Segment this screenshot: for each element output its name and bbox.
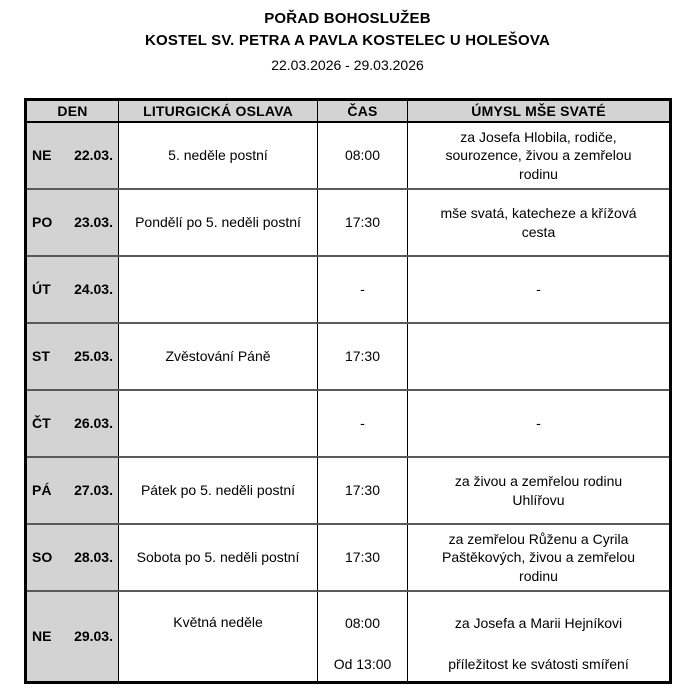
time-stack bbox=[318, 593, 407, 680]
day-date: 29.03. bbox=[74, 628, 113, 645]
day-abbr: PÁ bbox=[32, 482, 52, 499]
intention-cell: za Josefa Hlobila, rodiče, sourozence, živou a zemřelou rodinu bbox=[408, 122, 671, 189]
day-abbr: ÚT bbox=[32, 281, 51, 298]
day-abbr: NE bbox=[32, 628, 52, 645]
date-range: 22.03.2026 - 29.03.2026 bbox=[271, 57, 424, 73]
day-cell bbox=[26, 189, 119, 256]
day-date: 22.03. bbox=[74, 147, 113, 164]
page-header bbox=[0, 0, 695, 72]
day-cell bbox=[26, 524, 119, 591]
day-label bbox=[27, 213, 118, 231]
day-label bbox=[27, 414, 118, 432]
intention-cell bbox=[408, 323, 671, 390]
page-title: POŘAD BOHOSLUŽEB bbox=[264, 10, 431, 27]
table-row bbox=[26, 189, 671, 256]
intention-stack bbox=[436, 593, 641, 680]
celebration-cell: Zvěstování Páně bbox=[119, 323, 318, 390]
time-cell: - bbox=[318, 390, 408, 457]
celebration-cell: Pondělí po 5. neděli postní bbox=[119, 189, 318, 256]
time-cell bbox=[318, 591, 408, 682]
day-date: 23.03. bbox=[74, 214, 113, 231]
intention-cell: - bbox=[408, 256, 671, 323]
column-header-umysl-mse-svate: ÚMYSL MŠE SVATÉ bbox=[408, 100, 671, 123]
time-cell: 17:30 bbox=[318, 323, 408, 390]
day-label bbox=[27, 481, 118, 499]
celebration-cell: Pátek po 5. neděli postní bbox=[119, 457, 318, 524]
day-cell bbox=[26, 457, 119, 524]
celebration-cell: Sobota po 5. neděli postní bbox=[119, 524, 318, 591]
table-row bbox=[26, 256, 671, 323]
table-row bbox=[26, 524, 671, 591]
day-cell bbox=[26, 323, 119, 390]
table-row bbox=[26, 591, 671, 682]
table-row bbox=[26, 122, 671, 189]
time-value: Od 13:00 bbox=[333, 655, 392, 672]
day-cell bbox=[26, 390, 119, 457]
table-row bbox=[26, 323, 671, 390]
column-header-den: DEN bbox=[26, 100, 119, 123]
page-subtitle: KOSTEL SV. PETRA A PAVLA KOSTELEC U HOLEŠOVA bbox=[145, 32, 550, 49]
celebration-cell: 5. neděle postní bbox=[119, 122, 318, 189]
day-label bbox=[27, 280, 118, 298]
day-abbr: NE bbox=[32, 147, 52, 164]
day-label bbox=[27, 146, 118, 164]
day-cell bbox=[26, 122, 119, 189]
day-date: 27.03. bbox=[74, 482, 113, 499]
day-date: 26.03. bbox=[74, 415, 113, 432]
table-row bbox=[26, 457, 671, 524]
table-row bbox=[26, 390, 671, 457]
time-cell: 17:30 bbox=[318, 189, 408, 256]
intention-value: příležitost ke svátosti smíření bbox=[448, 655, 629, 672]
day-abbr: SO bbox=[32, 549, 53, 566]
intention-cell: za živou a zemřelou rodinu Uhlířovu bbox=[408, 457, 671, 524]
time-cell: 17:30 bbox=[318, 457, 408, 524]
celebration-cell bbox=[119, 256, 318, 323]
intention-value: za Josefa a Marii Hejníkovi bbox=[454, 614, 623, 631]
day-abbr: ST bbox=[32, 348, 50, 365]
intention-cell bbox=[408, 591, 671, 682]
day-label bbox=[27, 548, 118, 566]
time-cell: - bbox=[318, 256, 408, 323]
celebration-cell: Květná neděle bbox=[119, 591, 318, 682]
column-header-liturgicka-oslava: LITURGICKÁ OSLAVA bbox=[119, 100, 318, 123]
day-abbr: ČT bbox=[32, 415, 51, 432]
schedule-table-body bbox=[26, 122, 671, 682]
day-label bbox=[27, 627, 118, 645]
time-cell: 17:30 bbox=[318, 524, 408, 591]
intention-cell: za zemřelou Růženu a Cyrila Paštěkových, živou a zemřelou rodinu bbox=[408, 524, 671, 591]
time-value: 08:00 bbox=[344, 614, 381, 631]
column-header-cas: ČAS bbox=[318, 100, 408, 123]
celebration-cell bbox=[119, 390, 318, 457]
time-cell: 08:00 bbox=[318, 122, 408, 189]
header-row bbox=[26, 100, 671, 123]
day-cell bbox=[26, 256, 119, 323]
day-cell bbox=[26, 591, 119, 682]
intention-cell: - bbox=[408, 390, 671, 457]
day-date: 28.03. bbox=[74, 549, 113, 566]
intention-cell: mše svatá, katecheze a křížová cesta bbox=[408, 189, 671, 256]
day-date: 24.03. bbox=[74, 281, 113, 298]
day-label bbox=[27, 347, 118, 365]
schedule-table bbox=[24, 98, 672, 684]
day-abbr: PO bbox=[32, 214, 53, 231]
day-date: 25.03. bbox=[74, 348, 113, 365]
